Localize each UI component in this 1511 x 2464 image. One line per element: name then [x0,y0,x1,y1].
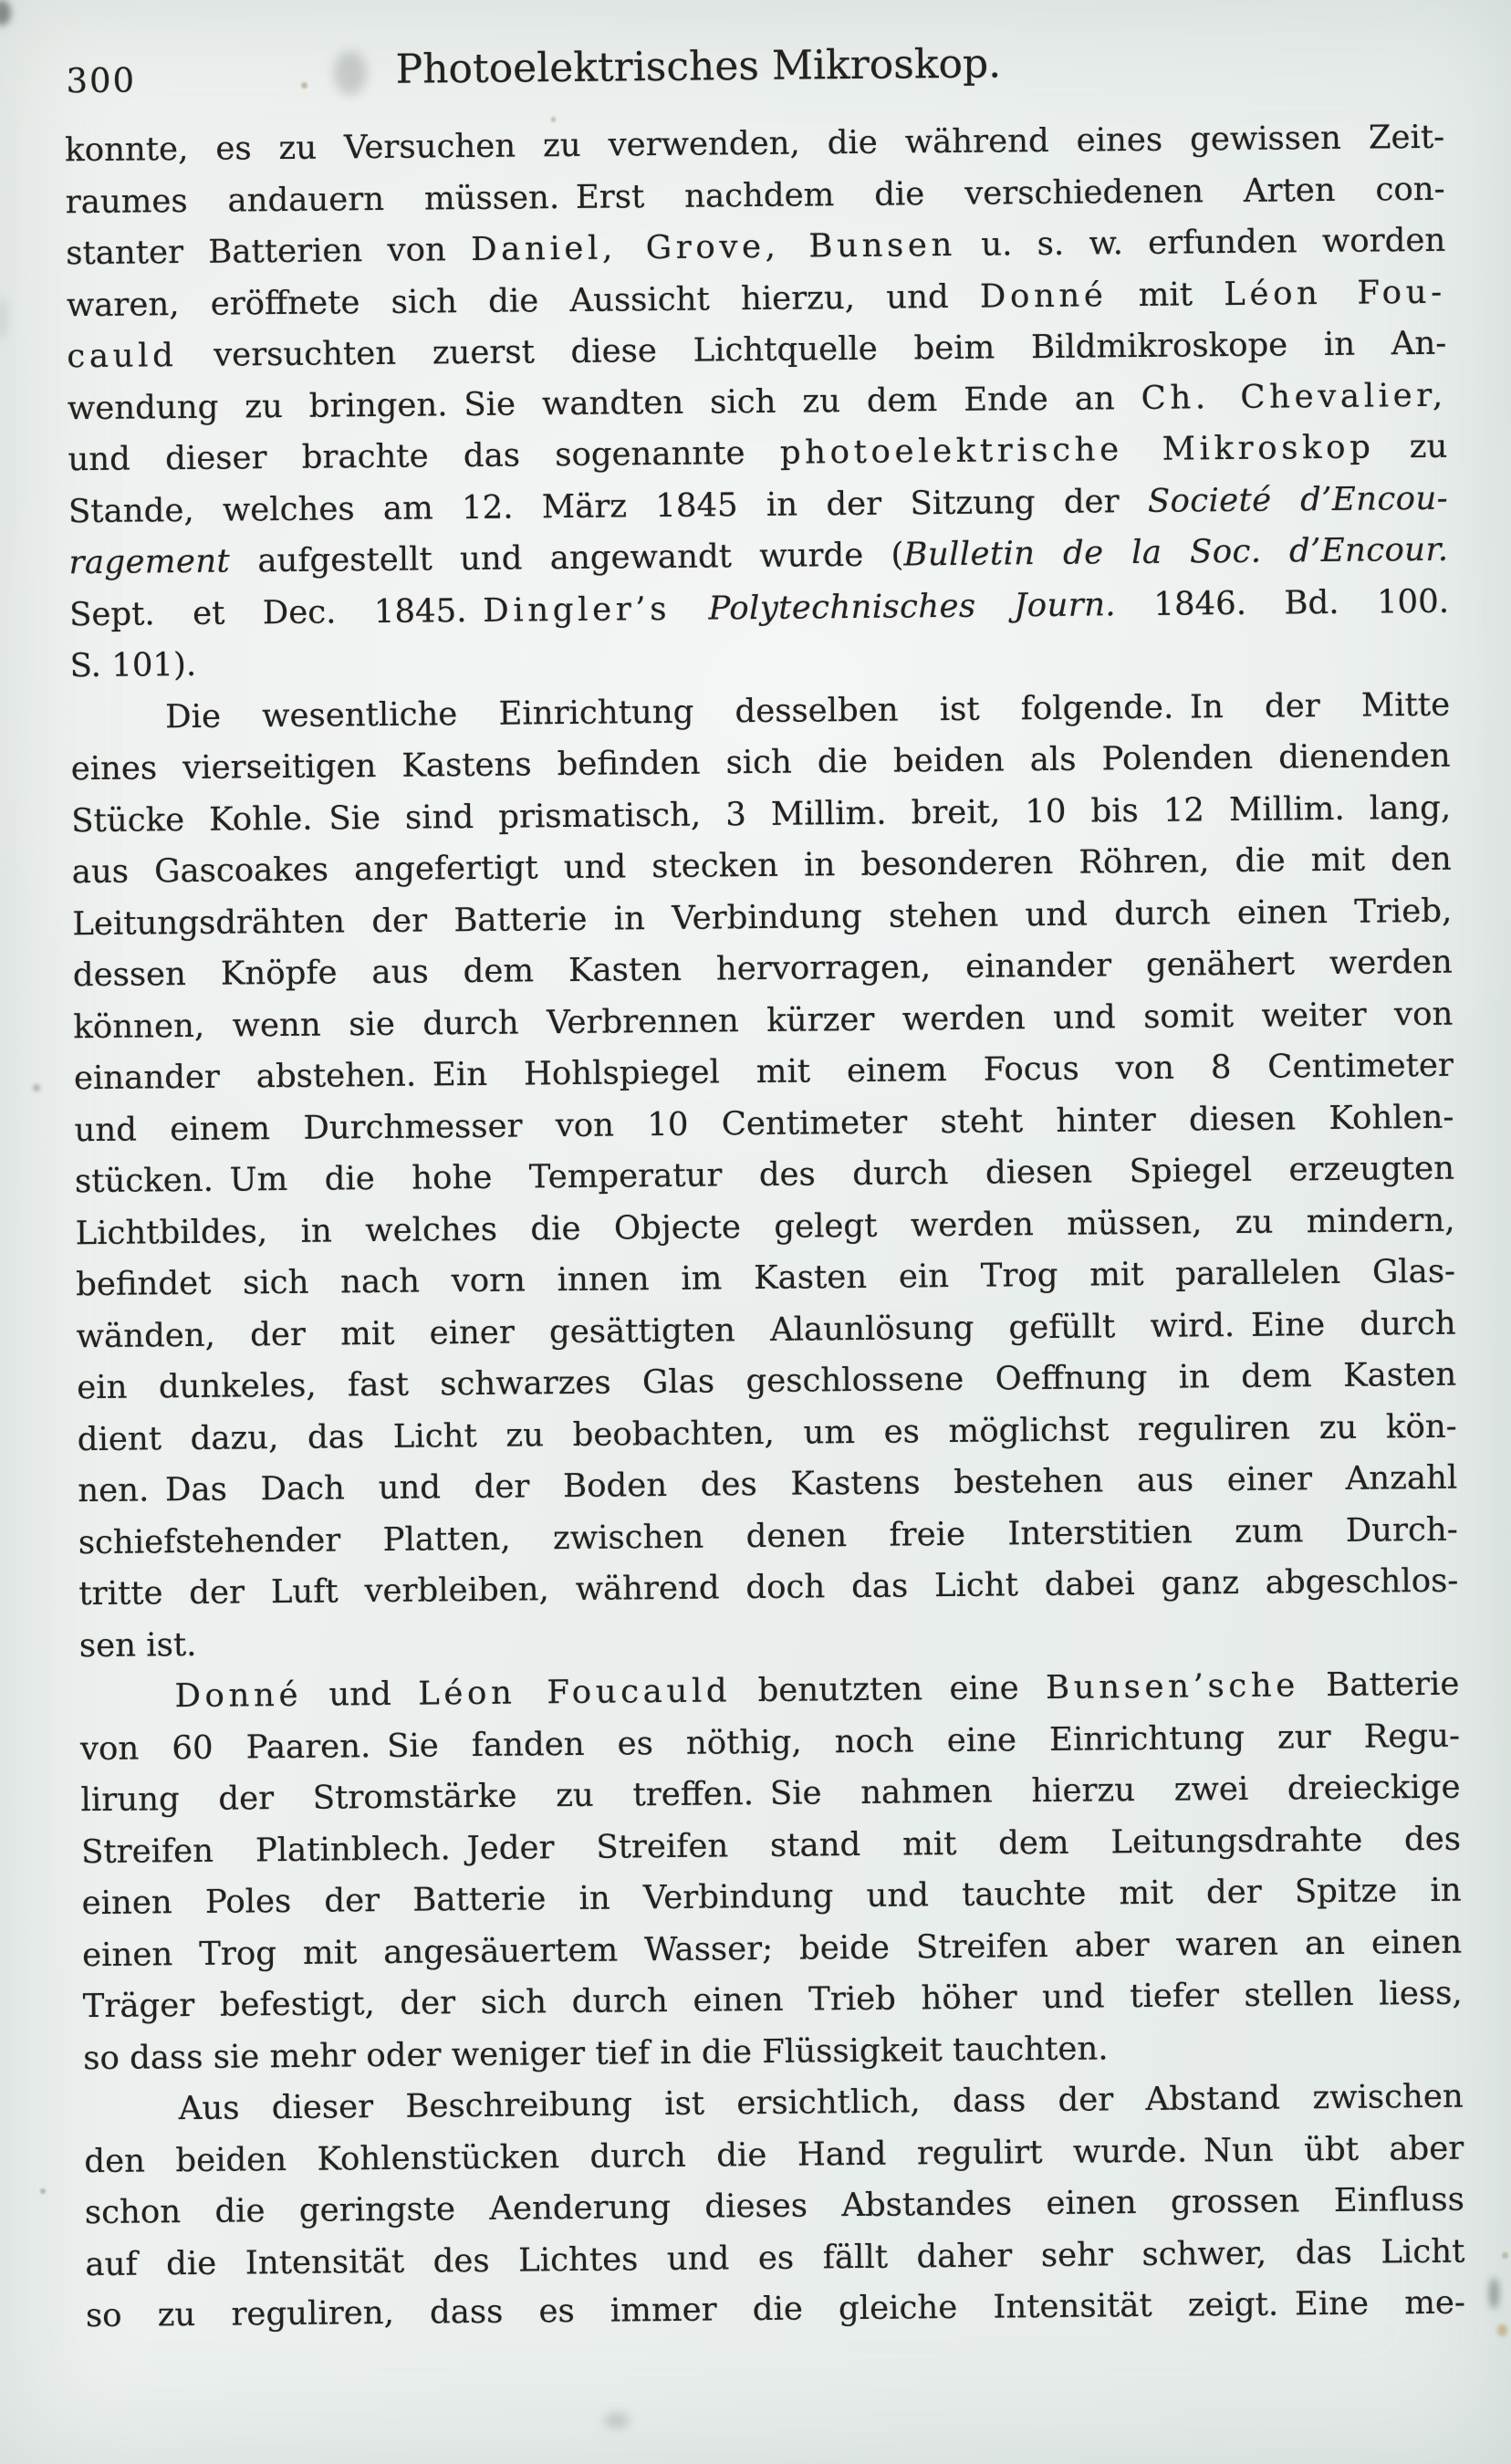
text-run: zu [1374,427,1448,466]
italic-text-run: ragement [68,542,231,582]
letterspaced-text-run: Ch. Chevalier, [1141,376,1448,417]
scan-corner-mark [0,0,11,26]
italic-text-run: Societé d’Encou- [1147,479,1449,520]
text-run: dessen Knöpfe aus dem Kasten hervorragen, einander genähert werden [72,943,1454,995]
text-run: 1846. Bd. 100. [1115,582,1450,623]
text-run: versuchten zuerst diese Lichtquelle beim Bildmikroskope in An- [177,324,1447,375]
text-run: schiefstehender Platten, zwischen denen freie Interstitien zum Durch- [78,1510,1458,1561]
text-run: Stücke Kohle. Sie sind prismatisch, 3 Millim. breit, 10 bis 12 Millim. lang, [71,788,1452,840]
text-run: wänden, der mit einer gesättigten Alaunlösung gefüllt wird. Eine durch [76,1304,1456,1355]
text-run: sen ist. [78,1625,197,1665]
text-run: einen Trog mit angesäuertem Wasser; beide Streifen aber waren an einen [81,1923,1463,1974]
text-run: Leitungsdrähten der Batterie in Verbindung stehen und durch einen Trieb, [72,892,1453,943]
text-run: schon die geringste Aenderung dieses Abstandes einen grossen Einfluss [84,2180,1465,2232]
text-run: einen Poles der Batterie in Verbindung und tauchte mit der Spitze in [81,1871,1462,1923]
text-run: befindet sich nach vorn innen im Kasten ein Trog mit parallelen Glas- [75,1252,1456,1304]
text-run: Sept. et Dec. 1845. [68,591,484,633]
text-run: einander abstehen. Ein Hohlspiegel mit einem Focus von 8 Centimeter [73,1046,1454,1098]
text-run: stanter Batterien von [66,230,472,273]
text-run: S. 101). [69,645,197,685]
page-number: 300 [66,60,137,101]
text-run: Träger befestigt, der sich durch einen Trieb höher und tiefer stellen liess, [82,1974,1463,2026]
text-run: eines vierseitigen Kastens befinden sich die beiden als Polenden dienenden [70,736,1451,788]
text-run: tritte der Luft verbleiben, während doch das Licht dabei ganz abgeschlos- [78,1561,1459,1613]
text-run: so zu reguliren, dass es immer die gleiche Intensität zeigt. Eine me- [85,2283,1466,2335]
text-run: stücken. Um die hohe Temperatur des durch diesen Spiegel erzeugten [74,1149,1455,1201]
text-run: raumes andauern müssen. Erst nachdem die verschiedenen Arten con- [65,170,1445,221]
text-run: Lichtbildes, in welches die Objecte gelegt werden müssen, zu mindern, [75,1201,1455,1252]
page-content [64,26,1465,2343]
scan-speck [1502,2252,1508,2259]
scan-speck [40,2188,46,2194]
scan-speck [33,1084,40,1091]
running-header [64,26,1444,100]
page-title: Photoelektrisches Mikroskop. [395,40,1002,93]
letterspaced-text-run: photoelektrische Mikroskop [779,428,1375,472]
text-run: dient dazu, das Licht zu beobachten, um es möglichst reguliren zu kön- [77,1407,1457,1458]
text-run: waren, eröffnete sich die Aussicht hierzu, und [66,277,981,324]
letterspaced-text-run: Daniel, Grove, Bunsen [470,225,957,268]
text-run: wendung zu bringen. Sie wandten sich zu dem Ende an [67,379,1141,427]
text-run: konnte, es zu Versuchen zu verwenden, die während eines gewissen Zeit- [65,118,1445,170]
text-run: Aus dieser Beschreibung ist ersichtlich, dass der Abstand zwischen [178,2077,1464,2128]
letterspaced-text-run: Léon Foucauld [418,1672,732,1713]
text-run: benutzten eine [731,1669,1047,1710]
letterspaced-text-run: Bunsen’sche [1045,1666,1300,1707]
letterspaced-text-run: Léon Fou- [1224,273,1446,313]
text-run: u. s. w. erfunden worden [955,221,1446,264]
text-run: den beiden Kohlenstücken durch die Hand regulirt wurde. Nun übt aber [84,2129,1464,2180]
text-run: mit [1107,275,1224,314]
scan-edge-mark [1489,2278,1499,2309]
text-run: lirung der Stromstärke zu treffen. Sie nahmen hierzu zwei dreieckige [80,1768,1461,1820]
text-run [671,590,709,627]
text-run: aus Gascoakes angefertigt und stecken in besonderen Röhren, die mit den [71,840,1452,892]
text-run: ein dunkeles, fast schwarzes Glas geschlossene Oeffnung in dem Kasten [77,1355,1457,1407]
scan-smudge [604,2412,630,2429]
text-run: Die wesentliche Einrichtung desselben ist folgende. In der Mitte [164,685,1451,736]
letterspaced-text-run: Donné [979,276,1108,316]
text-run: Stande, welches am 12. März 1845 in der Sitzung der [68,482,1149,530]
text-run: nen. Das Dach und der Boden des Kastens bestehen aus einer Anzahl [78,1458,1458,1510]
italic-text-run: Bulletin de la Soc. d’Encour. [903,530,1449,574]
text-run: und [301,1675,419,1714]
text-run: aufgestellt und angewandt wurde ( [229,536,904,580]
letterspaced-text-run: Dingler’s [483,590,672,630]
italic-text-run: Polytechnisches Journ. [708,585,1117,628]
page-body-text [65,112,1465,2343]
letterspaced-text-run: cauld [67,337,178,376]
text-run: so dass sie mehr oder weniger tief in die Flüssigkeit tauchten. [83,2029,1109,2077]
text-run: und dieser brachte das sogenannte [68,433,781,479]
scan-speck [1497,2324,1507,2336]
text-run: Streifen Platinblech. Jeder Streifen stand mit dem Leitungsdrahte des [80,1820,1462,1871]
text-run: auf die Intensität des Lichtes und es fällt daher sehr schwer, das Licht [85,2232,1465,2283]
text-run: können, wenn sie durch Verbrennen kürzer werden und somit weiter von [73,995,1454,1046]
letterspaced-text-run: Donné [174,1676,303,1716]
text-run: von 60 Paaren. Sie fanden es nöthig, noch eine Einrichtung zur Regu- [79,1717,1461,1768]
text-run: Batterie [1298,1665,1460,1705]
text-run: und einem Durchmesser von 10 Centimeter steht hinter diesen Kohlen- [74,1098,1454,1149]
scan-streak [0,298,6,339]
